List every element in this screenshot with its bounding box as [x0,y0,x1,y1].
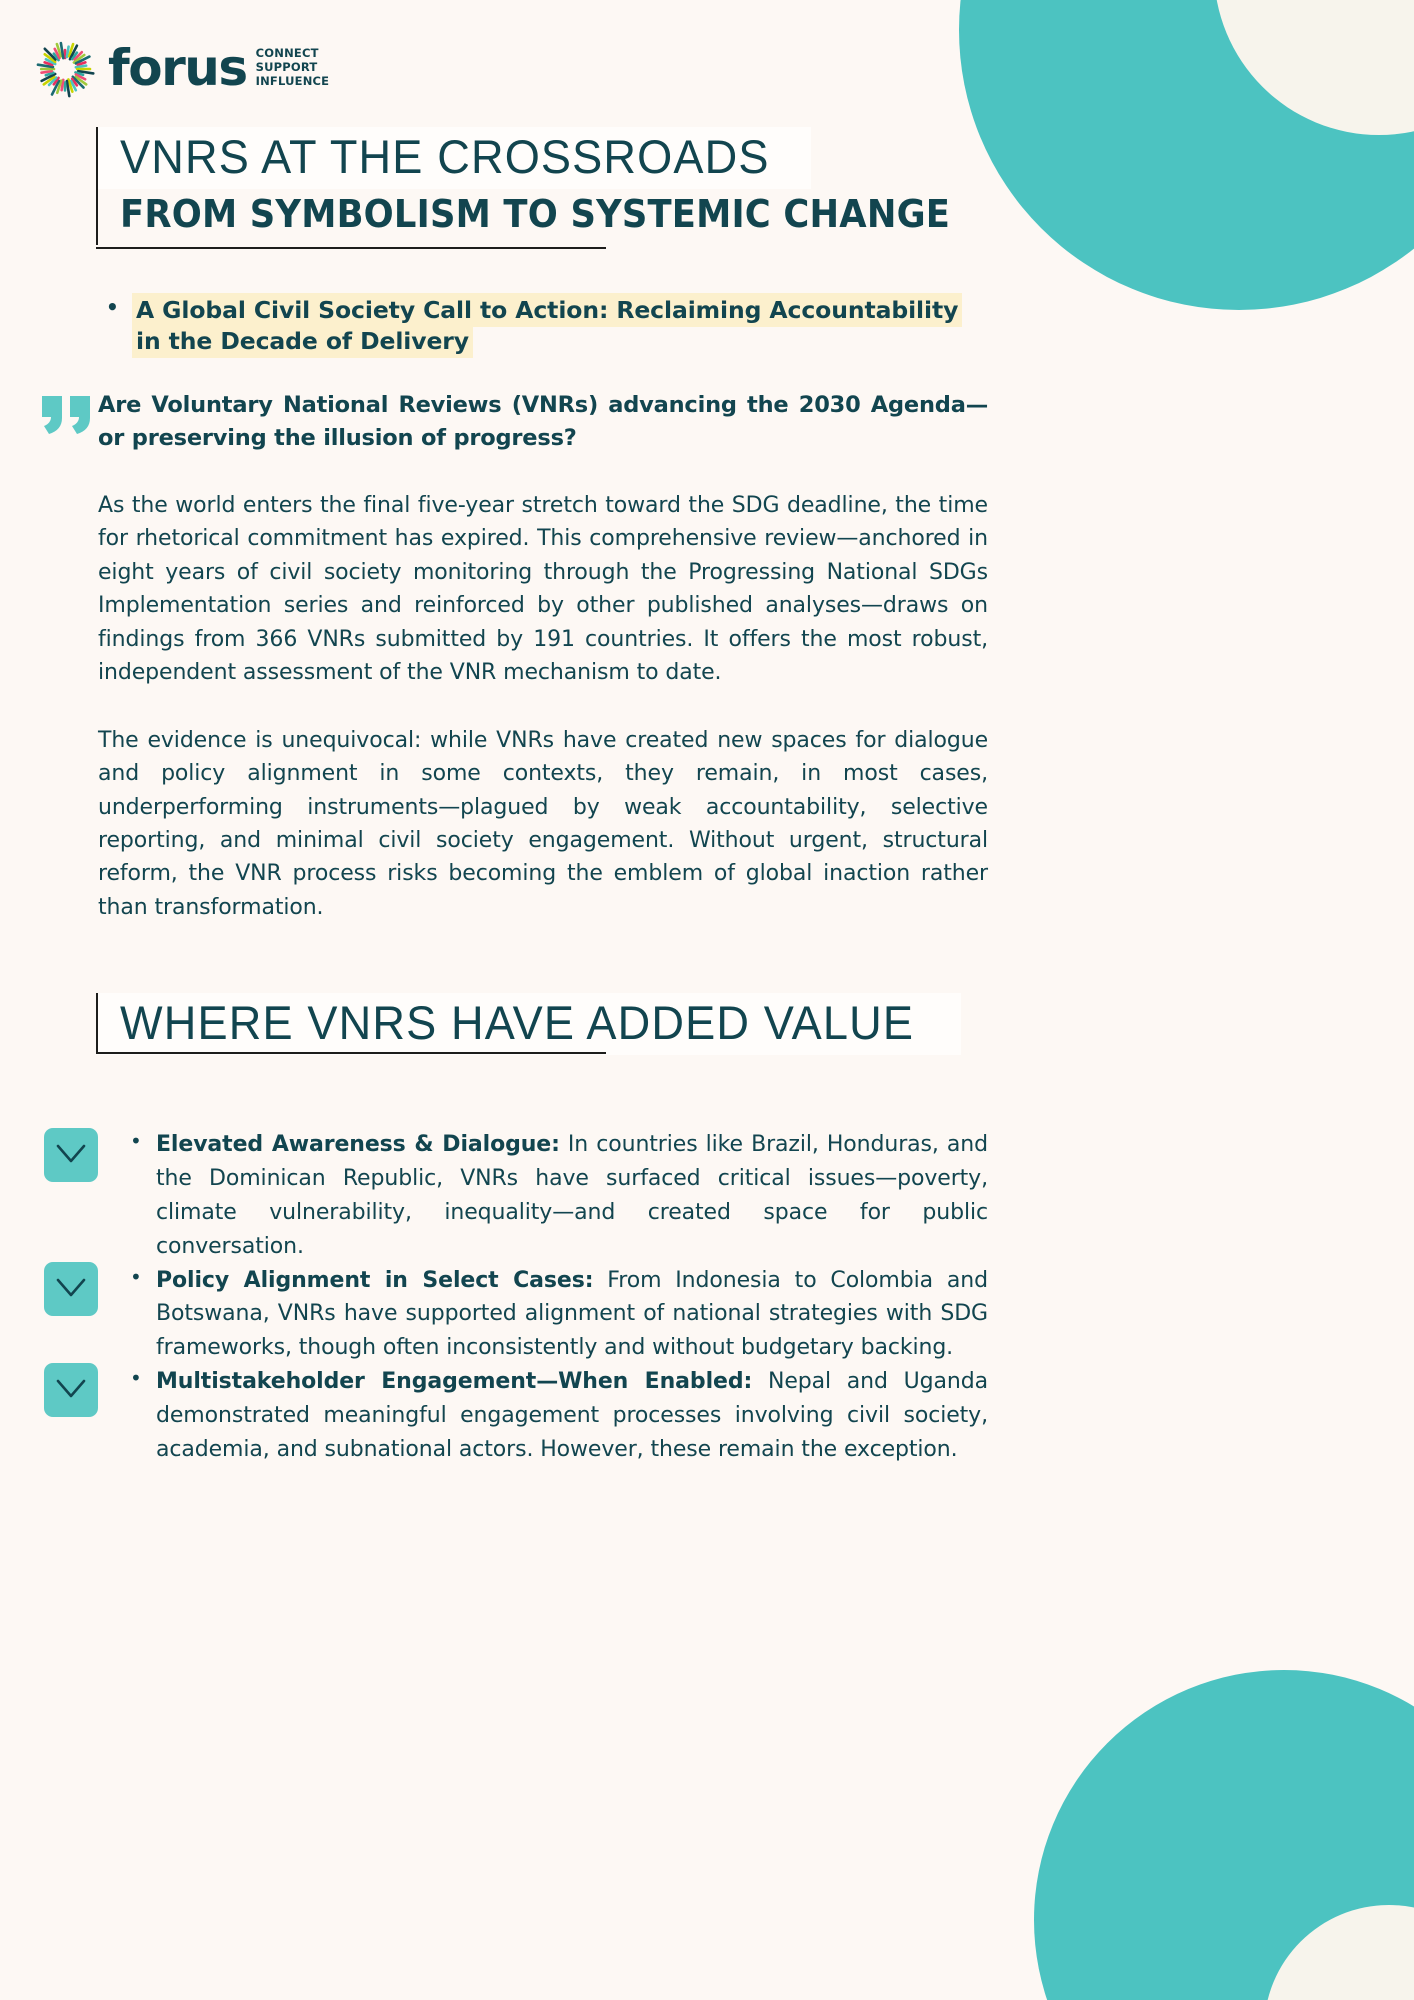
value-item-lead-2: Policy Alignment in Select Cases: [156,1267,594,1293]
logo-text [108,39,330,98]
section-two-title-block [96,993,915,1053]
callout-list [98,295,988,358]
value-item-lead-3: Multistakeholder Engagement—When Enabled: [156,1369,753,1395]
list-item [120,1128,988,1264]
title-band [96,127,811,189]
value-list [120,1128,988,1467]
page-title-block [96,127,951,245]
value-item-text-1: In countries like Brazil, Honduras, and the Dominican Republic, VNRs have surfaced critical issues—poverty, climate vulnerability, inequality—and created space for public conversation. [156,1132,988,1259]
title-left-rule [96,127,98,245]
value-item-text-2: From Indonesia to Colombia and Botswana, VNRs have supported alignment of national strategies with SDG frameworks, though often inconsistently and without budgetary backing. [156,1267,988,1361]
value-item-text-3: Nepal and Uganda demonstrated meaningful engagement processes involving civil society, academia, and subnational actors. However, these remain the exception. [156,1369,988,1462]
radial-burst-icon [34,38,96,100]
section-two-left-rule [96,993,98,1053]
logo-tagline-line-3: INFLUENCE [255,73,330,88]
section-two-band [96,993,961,1055]
intro-paragraph-2: The evidence is unequivocal: while VNRs have created new spaces for dialogue and policy alignment in some contexts, they remain, in most cases, underperforming instruments—plagued by weak accountability, selective reporting, and minimal civil society engagement. Without urgent, structural reform, the VNR process risks becoming the emblem of global inaction rather than transformation. [98,727,988,920]
logo-tagline-line-2: SUPPORT [255,59,318,74]
value-list-block [120,1128,988,1467]
intro-paragraph-1: As the world enters the final five-year stretch toward the SDG deadline, the time for rhetorical commitment has expired. This comprehensive review—anchored in eight years of civil society monitoring through the Progressing National SDGs Implementation series and reinforced by other published analyses—draws on findings from 366 VNRs submitted by 191 countries. It offers the most robust, independent assessment of the VNR mechanism to date. [98,493,988,686]
value-item-lead-1: Elevated Awareness & Dialogue: [156,1132,560,1157]
logo-tagline [256,46,330,88]
section-two-title: WHERE VNRS HAVE ADDED VALUE [120,996,915,1049]
list-item [120,1264,988,1366]
quotation-mark-icon [40,392,94,438]
callout-block [98,295,988,358]
lead-question-block [98,389,988,455]
logo-wordmark: forus [108,39,247,98]
title-bottom-rule [96,247,606,249]
section-two-bottom-rule [96,1052,606,1054]
callout-bullet [98,295,988,358]
chevron-down-icon-1[interactable] [44,1128,98,1182]
page-title: VNRS AT THE CROSSROADS [120,130,770,183]
lead-question: Are Voluntary National Reviews (VNRs) advancing the 2030 Agenda—or preserving the illusion of progress? [98,392,988,451]
page-subtitle: FROM SYMBOLISM TO SYSTEMIC CHANGE [120,191,951,236]
intro-body [98,489,988,924]
chevron-down-icon-2[interactable] [44,1262,98,1316]
list-item [120,1365,988,1467]
chevron-down-icon-3[interactable] [44,1363,98,1417]
forus-logo [34,38,329,100]
callout-bullet-text: A Global Civil Society Call to Action: Reclaiming Accountability in the Decade of Delivery [132,293,962,358]
logo-tagline-line-1: CONNECT [255,45,319,60]
